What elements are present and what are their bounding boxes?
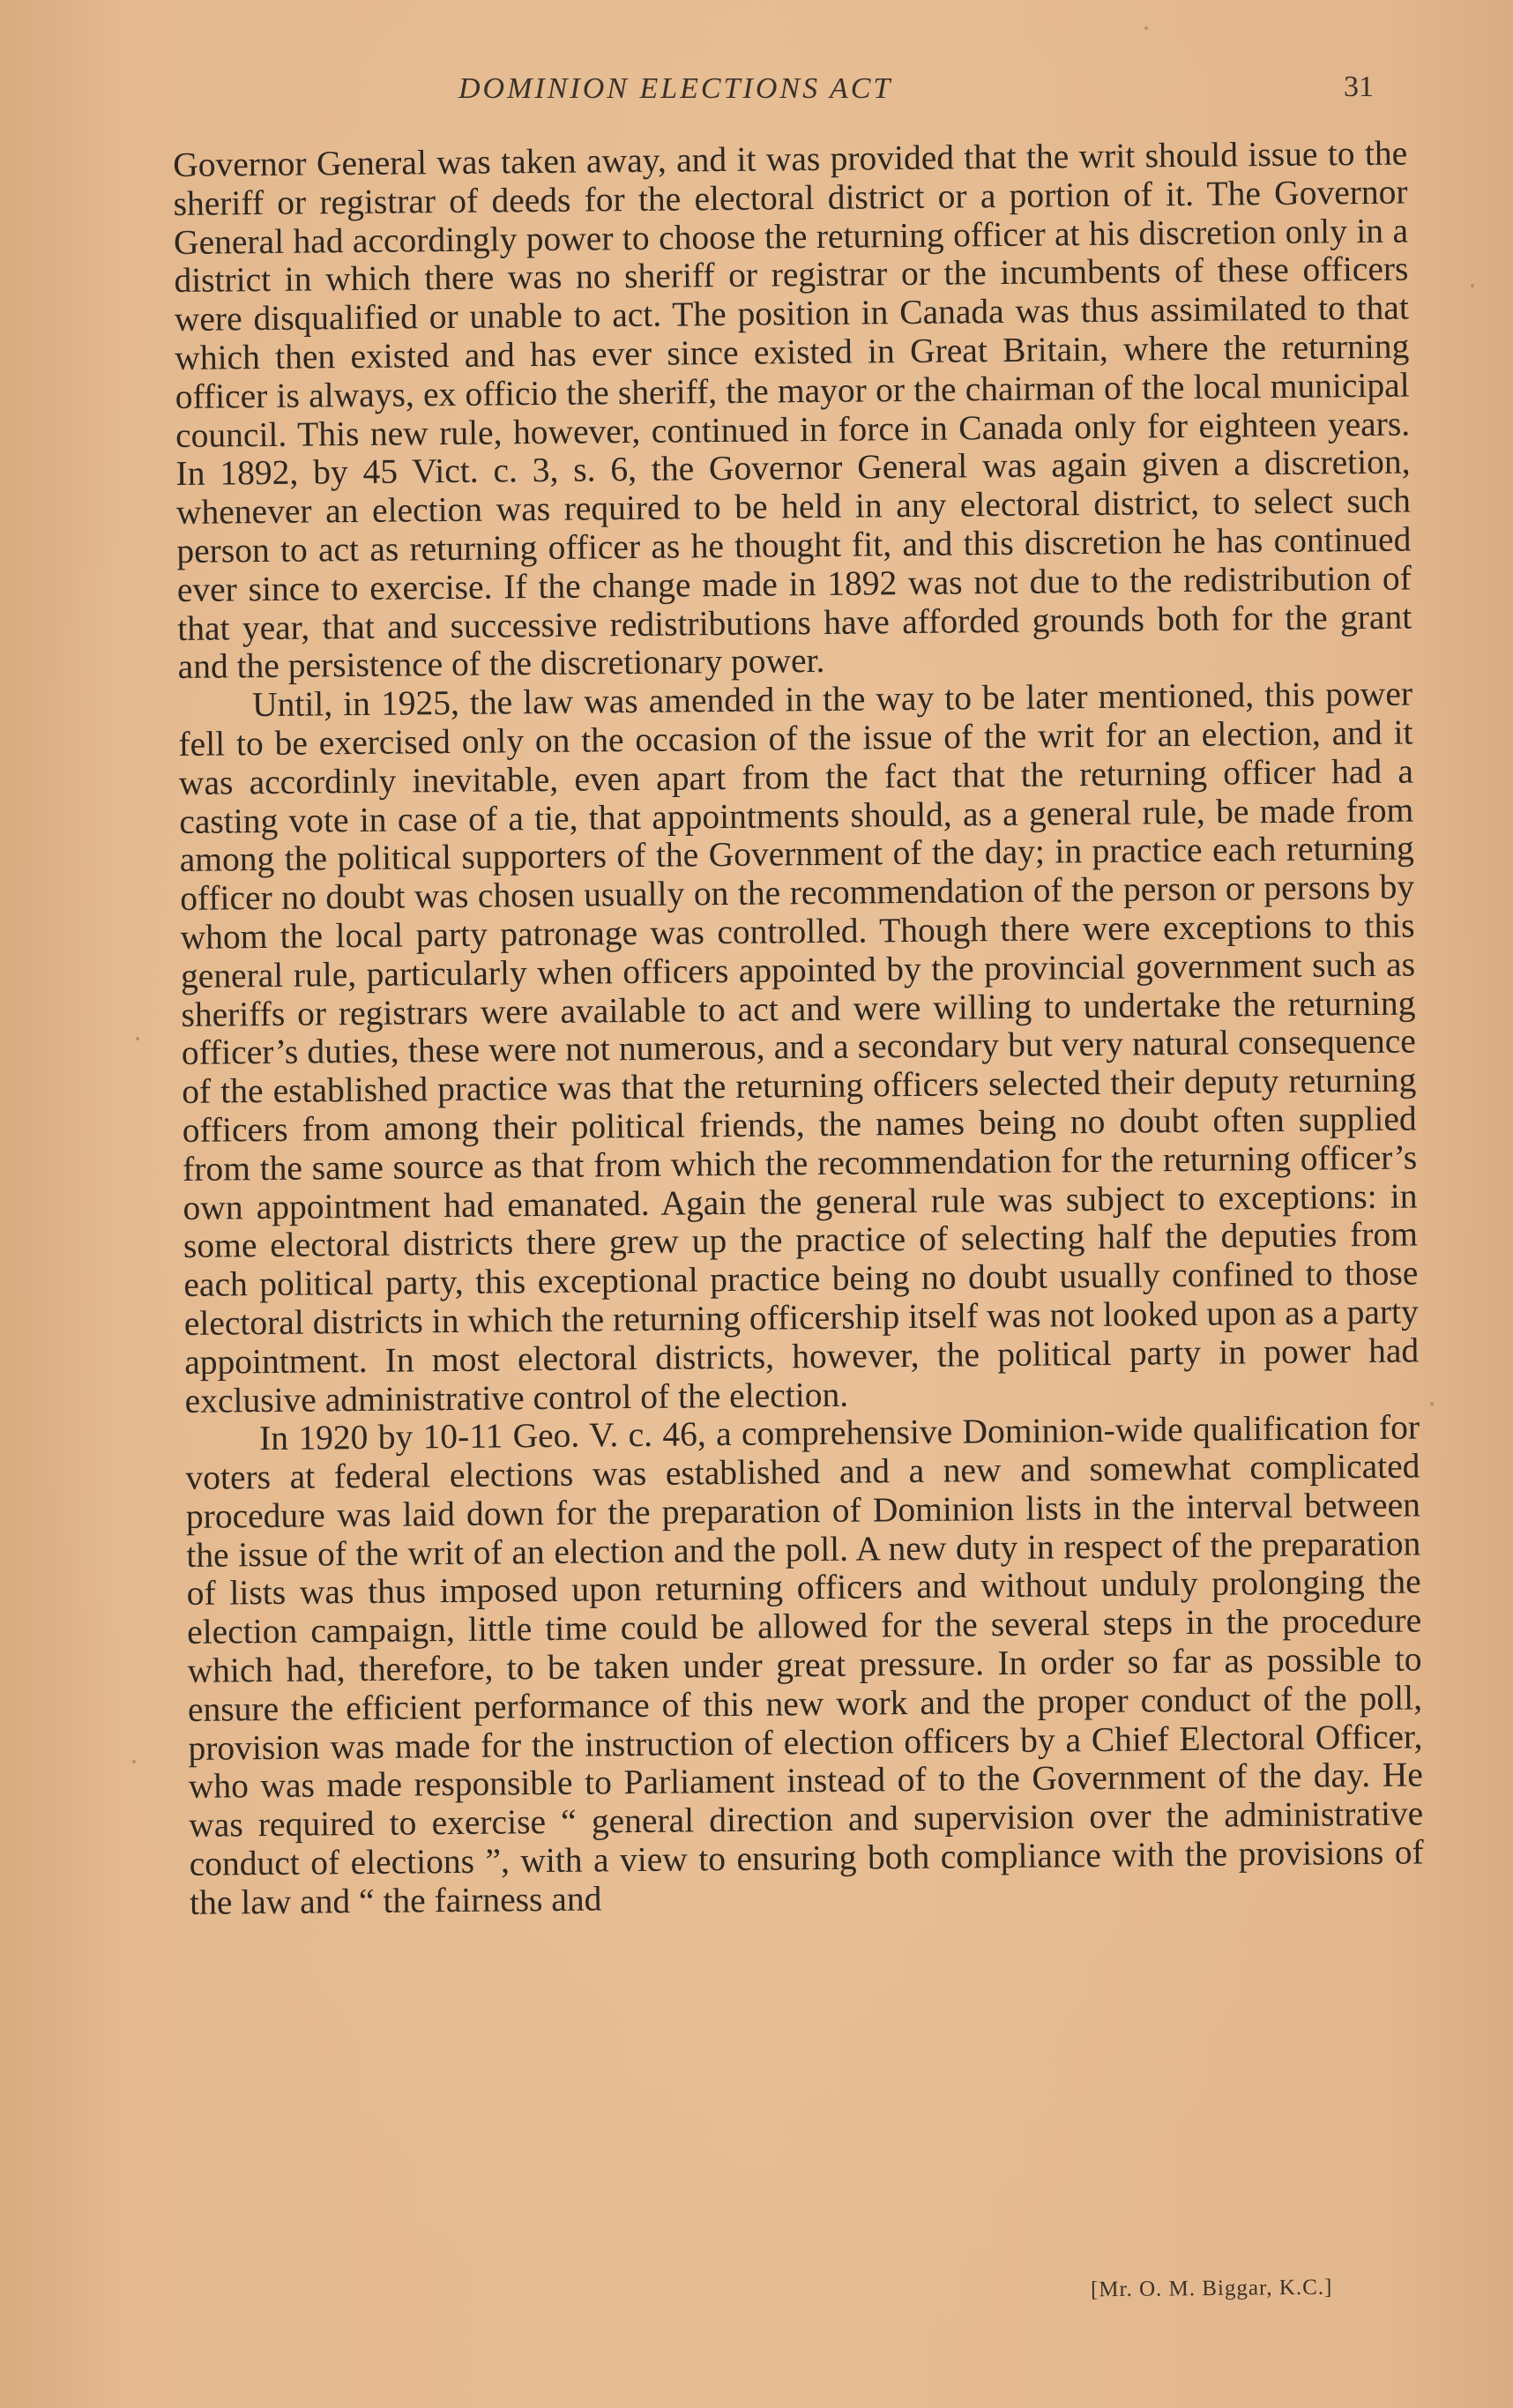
paper-speck	[136, 1037, 139, 1040]
author-attribution: [Mr. O. M. Biggar, K.C.]	[1090, 2275, 1333, 2302]
paragraph-in-1920: In 1920 by 10-11 Geo. V. c. 46, a comprehensive Dominion-wide qualification for voters at federal elections was established and a new and somewhat complicated procedure was laid down for the preparation of Dominion lists in the interval between the issue of the writ of an election and the poll. A new duty in respect of the preparation of lists was thus imposed upon returning officers and without unduly prolonging the election campaign, little time could be allowed for the several steps in the procedure which had, therefore, to be taken under great pressure. In order so far as possible to ensure the efficient performance of this new work and the proper conduct of the poll, provision was made for the instruction of election officers by a Chief Electoral Officer, who was made responsible to Parliament instead of to the Government of the day. He was required to exercise “ general direction and supervision over the administrative conduct of elections ”, with a view to ensuring both compliance with the provisions of the law and “ the fairness and	[185, 1407, 1424, 1922]
running-head: DOMINION ELECTIONS ACT	[458, 72, 893, 105]
page-number: 31	[1344, 71, 1374, 103]
body-text	[173, 135, 1424, 1923]
paper-speck	[1471, 284, 1474, 287]
paper-speck	[1430, 1402, 1434, 1405]
paper-speck	[1144, 26, 1148, 30]
paper-speck	[132, 1760, 136, 1763]
paragraph-until-1925: Until, in 1925, the law was amended in the way to be later mentioned, this power fell to be exercised only on the occasion of the issue of the writ for an election, and it was accordinly inevitable, even apart from the fact that the returning officer had a casting vote in case of a tie, that appointments should, as a general rule, be made from among the political supporters of the Government of the day; in practice each returning officer no doubt was chosen usually on the recommendation of the person or persons by whom the local party patronage was controlled. Though there were exceptions to this general rule, particularly when officers appointed by the provincial government such as sheriffs or registrars were available to act and were willing to undertake the returning officer’s duties, these were not numerous, and a secondary but very natural consequence of the established practice was that the returning officers selected their deputy returning officers from among their political friends, the names being no doubt often supplied from the same source as that from which the recommendation for the returning officer’s own appointment had emanated. Again the general rule was subject to exceptions: in some electoral districts there grew up the practice of selecting half the deputies from each political party, this exceptional practice being no doubt usually confined to those electoral districts in which the returning officership itself was not looked upon as a party appointment. In most electoral districts, however, the political party in power had exclusive administrative control of the election.	[178, 674, 1420, 1420]
page-header	[176, 72, 1393, 125]
paragraph-continuation: Governor General was taken away, and it was provided that the writ should issue to the sheriff or registrar of deeds for the electoral district or a portion of it. The Governor General had accordingly power to choose the returning officer at his discretion only in a district in which there was no sheriff or registrar or the incumbents of these officers were disqualified or unable to act. The position in Canada was thus assimilated to that which then existed and has ever since existed in Great Britain, where the returning officer is always, ex officio the sheriff, the mayor or the chairman of the local municipal council. This new rule, however, continued in force in Canada only for eighteen years. In 1892, by 45 Vict. c. 3, s. 6, the Governor General was again given a discretion, whenever an election was required to be held in any electoral district, to select such person to act as returning officer as he thought fit, and this discretion he has continued ever since to exercise. If the change made in 1892 was not due to the redistribution of that year, that and successive redistributions have afforded grounds both for the grant and the persistence of the discretionary power.	[172, 133, 1412, 687]
